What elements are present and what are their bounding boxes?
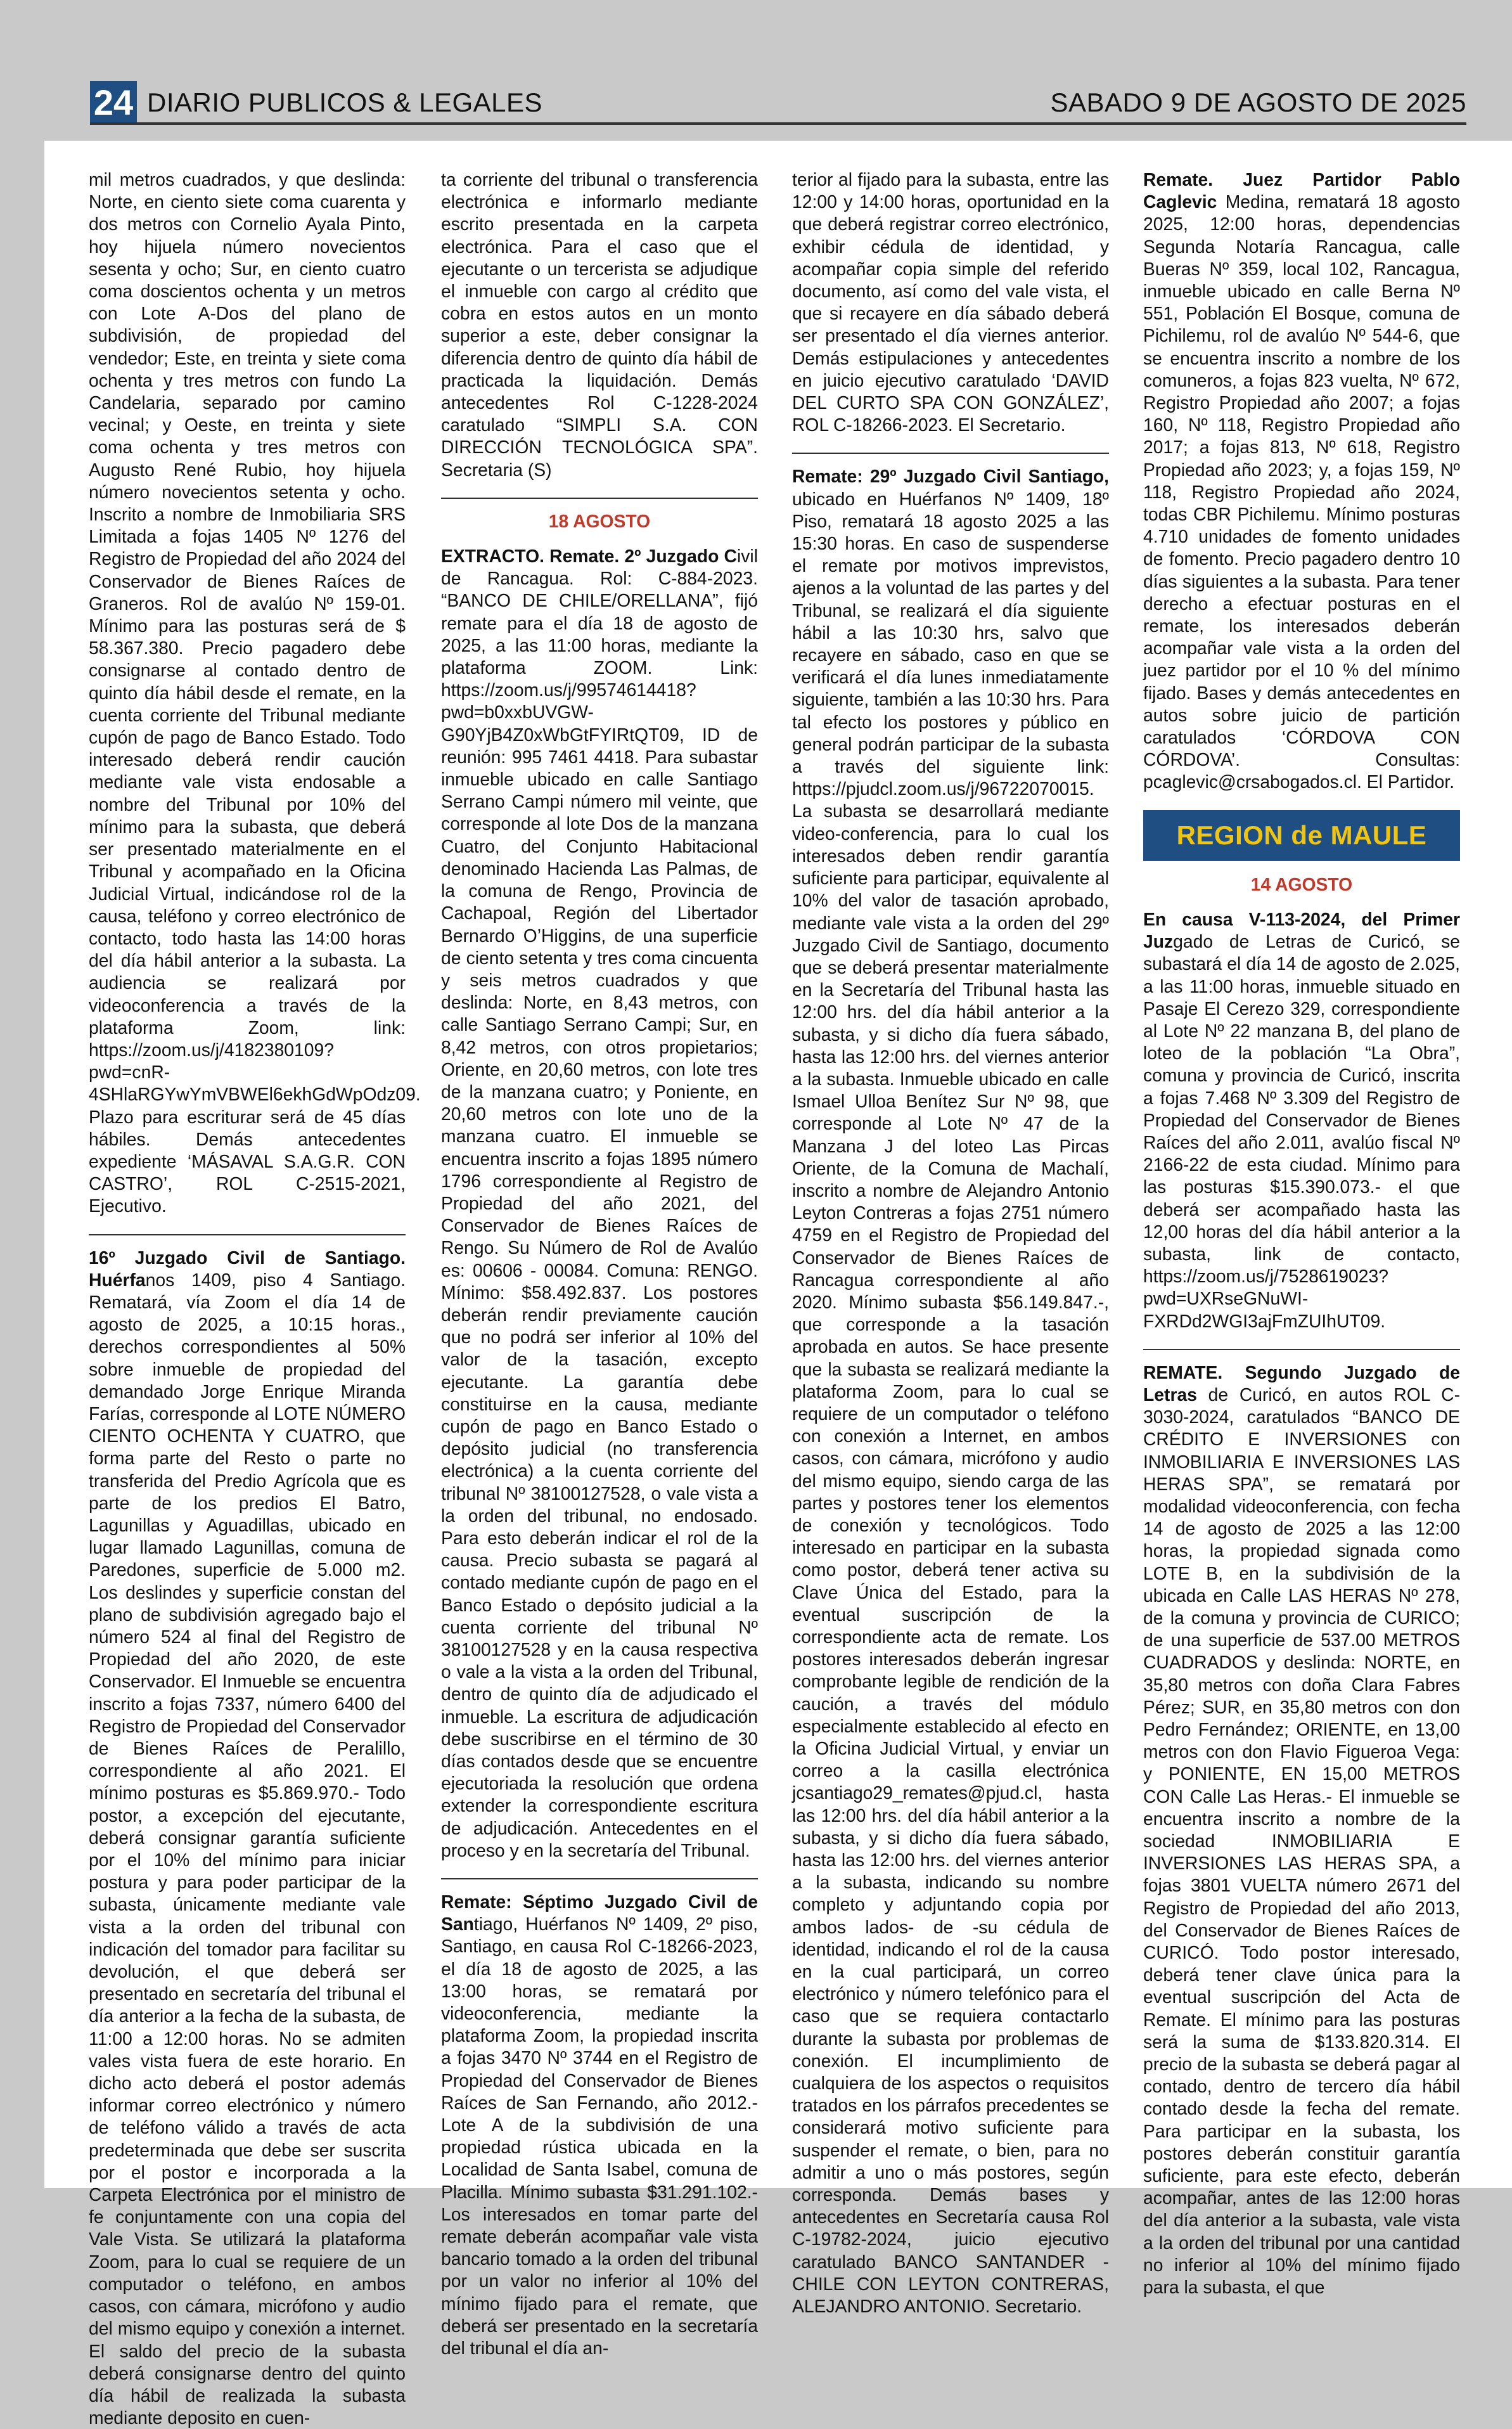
notice <box>441 545 758 1862</box>
notice-body: nos 1409, piso 4 Santiago. Rematará, vía Zoom el día 14 de agosto de 2025, a 10:15 horas., derechos correspondientes al 50% sobre inmueble de propiedad del demandado Jorge Enrique Miranda Farías, corresponde al LOTE NÚMERO CIENTO OCHENTA Y CUATRO, que forma parte del Resto o parte no transferida del Predio Agrícola que es parte de los predios El Batro, Lagunillas y Aguadillas, ubicado en lugar llamado Lagunillas, comuna de Paredones, superficie de 5.000 m2. Los deslindes y superficie constan del plano de subdivisión agregado bajo el número 524 al final del Registro de Propiedad del año 2020, de este Conservador. El Inmueble se encuentra inscrito a fojas 7337, número 6400 del Registro de Propiedad del Conservador de Bienes Raíces de Peralillo, correspondiente al año 2021. El mínimo posturas es $5.869.970.- Todo postor, a excepción del ejecutante, deberá consignar garantía suficiente por el 10% del mínimo para iniciar postura y para poder participar de la subasta, únicamente mediante vale vista a la orden del tribunal con indicación del tomador para facilitar su devolución, el que deberá ser presentado en secretaría del tribunal el día anterior a la fecha de la subasta, de 11:00 a 12:00 horas. No se admiten vales vista fuera de este horario. En dicho acto deberá el postor además informar correo electrónico y número de teléfono válido a través de acta predeterminada que debe ser suscrita por el postor e incorporada a la Carpeta Electrónica por el ministro de fe conjuntamente con una copia del Vale Vista. Se utilizará la plataforma Zoom, para lo cual se requiere de un computador o teléfono, en ambos casos, con cámara, micrófono y audio del mismo equipo y conexión a internet. El saldo del precio de la subasta deberá consignarse dentro del quinto día hábil de realizada la subasta mediante deposito en cuen- <box>89 1269 406 2428</box>
publication-date: SABADO 9 DE AGOSTO DE 2025 <box>1050 87 1466 117</box>
newspaper-page <box>44 141 1512 2428</box>
notice <box>1143 1362 1460 2299</box>
date-heading: 14 AGOSTO <box>1250 873 1353 894</box>
notice-body: ubicado en Huérfanos Nº 1409, 18º Piso, rematará 18 agosto 2025 a las 15:30 horas. En caso de suspenderse el remate por motivos imprevistos, ajenos a la voluntad de las partes y del Tribunal, se realizará el día siguiente hábil a las 10:30 hrs, salvo que recayere en sábado, caso en que se verificará el día lunes inmediatamente siguiente, también a las 10:30 hrs. Para tal efecto los postores y público en general podrán participar de la subasta a través del siguiente link: https://pjudcl.zoom.us/j/96722070015. La subasta se desarrollará mediante video-conferencia, para lo cual los interesados deben rendir garantía suficiente para participar, equivalente al 10% del valor de tasación aprobado, mediante vale vista a la orden del 29º Juzgado Civil de Santiago, documento que se deberá presentar materialmente en la Secretaría del Tribunal hasta las 12:00 hrs. del día hábil anterior a la subasta, y si dicho día fuera sábado, hasta las 12:00 hrs. del viernes anterior a la subasta. Inmueble ubicado en calle Ismael Ulloa Benítez Sur Nº 98, que corresponde al Lote Nº 47 de la Manzana J del loteo Las Pircas Oriente, de la Comuna de Machalí, inscrito a nombre de Alejandro Antonio Leyton Contreras a fojas 2751 número 4759 en el Registro de Propiedad del Conservador de Bienes Raíces de Rancagua correspondiente al año 2020. Mínimo subasta $56.149.847.-, que corresponde a la tasación aprobada en autos. Se hace presente que la subasta se realizará mediante la plataforma Zoom, para lo cual se requiere de un computador o teléfono con conexión a Internet, en ambos casos, con cámara, micrófono y audio del mismo equipo, siendo carga de las partes y postores tener los elementos de conexión y tecnológicos. Todo interesado en participar en la subasta como postor, deberá tener activa su Clave Única del Estado, para la eventual suscripción de la correspondiente acta de remate. Los postores interesados deberán ingresar comprobante legible de rendición de la caución, a través del módulo especialmente establecido al efecto en la Oficina Judicial Virtual, y enviar un correo a la casilla electrónica jcsantiago29_remates@pjud.cl, hasta las 12:00 hrs. del día hábil anterior a la subasta, y si dicho día fuera sábado, hasta las 12:00 hrs. del viernes anterior a la subasta, indicando su nombre completo y adjuntando copia por ambos lados- de -su cédula de identidad, indicando el rol de la causa en la cual participará, un correo electrónico y número telefónico para el caso que se requiera contactarlo durante la subasta por problemas de conexión. El incumplimiento de cualquiera de los aspectos o requisitos tratados en los párrafos precedentes se considerará motivo suficiente para suspender el remate, o bien, para no admitir a uno o más postores, según corresponda. Demás bases y antecedentes en Secretaría causa Rol C-19782-2024, juicio ejecutivo caratulado BANCO SANTANDER - CHILE CON LEYTON CONTRERAS, ALEJANDRO ANTONIO. Secretario. <box>792 488 1109 2317</box>
region-banner: REGION de MAULE <box>1143 810 1460 861</box>
notice-divider <box>89 1234 406 1235</box>
notice <box>441 1891 758 2359</box>
notice <box>792 465 1109 2317</box>
notice <box>1143 169 1460 794</box>
column-4 <box>1143 169 1460 2298</box>
column-3 <box>792 169 1109 2317</box>
notice-divider <box>792 453 1109 454</box>
notice-body: tiago, Huérfanos Nº 1409, 2º piso, Santiago, en causa Rol C-18266-2023, el día 18 de agosto de 2025, a las 13:00 horas, se rematará por videoconferencia, mediante la plataforma Zoom, la propiedad inscrita a fojas 3470 Nº 3744 en el Registro de Propiedad del Conservador de Bienes Raíces de San Fernando, año 2012.- Lote A de la subdivisión de una propiedad rústica ubicada en la Localidad de Santa Isabel, comuna de Placilla. Mínimo subasta $31.291.102.- Los interesados en tomar parte del remate deberán acompañar vale vista bancario tomado a la orden del tribunal por un valor no inferior al 10% del mínimo fijado para el remate, que deberá ser presentado en la secretaría del tribunal el día an- <box>441 1914 758 2359</box>
notice-heading: Remate: 29º Juzgado Civil Santiago, <box>792 466 1109 487</box>
section-divider <box>441 498 758 499</box>
notice-heading: Remate: Séptimo Juzgado Civil de San <box>441 1891 758 1935</box>
notice-continuation: mil metros cuadrados, y que deslinda: Norte, en ciento siete coma cuarenta y dos metros con Cornelio Ayala Pinto, hoy hijuela número novecientos sesenta y ocho; Sur, en ciento cuatro coma doscientos ochenta y un metros con Lote A-Dos del plano de subdivisión, de propiedad del vendedor; Este, en treinta y siete coma ochenta y tres metros con fundo La Candelaria, separado por camino vecinal; y Oeste, en treinta y siete coma ochenta y tres metros con Augusto René Rubio, hoy hijuela número novecientos setenta y ocho. Inscrito a nombre de Inmobiliaria SRS Limitada a fojas 1405 Nº 1276 del Registro de Propiedad del año 2024 del Conservador de Bienes Raíces de Graneros. Rol de avalúo Nº 159-01. Mínimo para las posturas será de $ 58.367.380. Precio pagadero debe consignarse al contado dentro de quinto día hábil desde el remate, en la cuenta corriente del Tribunal mediante cupón de pago de Banco Estado. Todo interesado deberá rendir caución mediante vale vista endosable a nombre del Tribunal por 10% del mínimo para la subasta, que deberá ser presentado materialmente en el Tribunal y acompañado en la Oficina Judicial Virtual, indicándose rol de la causa, teléfono y correo electrónico de contacto, todo hasta las 14:00 horas del día hábil anterior a la subasta. La audiencia se realizará por videoconferencia a través de la plataforma Zoom, link: https://zoom.us/j/4182380109?pwd=cnR-4SHlaRGYwYmVBWEl6ekhGdWpOdz09. Plazo para escriturar será de 45 días hábiles. Demás antecedentes expediente ‘MÁSAVAL S.A.G.R. CON CASTRO’, ROL C-2515-2021, Ejecutivo. <box>89 169 421 1216</box>
page-number: 24 <box>90 81 137 124</box>
notice-heading: EXTRACTO. Remate. 2º Juzgado C <box>441 546 737 567</box>
notice <box>89 1247 406 2429</box>
column-1 <box>89 169 421 2428</box>
notice-heading: En causa V-113-2024, del Primer Juz <box>1143 908 1460 952</box>
notice <box>1143 908 1460 1332</box>
notice-heading: REMATE. Segundo Juzgado de Letras <box>1143 1362 1460 1405</box>
date-heading: 18 AGOSTO <box>548 510 651 531</box>
notice-heading: Remate. Juez Partidor Pablo Caglevic <box>1143 169 1460 212</box>
header-rule <box>90 122 1466 125</box>
notice-body: gado de Letras de Curicó, se subastará el día 14 de agosto de 2.025, a las 11:00 horas, inmueble situado en Pasaje El Cerezo 329, correspondiente al Lote Nº 22 manzana B, del plano de loteo de la población “La Obra”, comuna y provincia de Curicó, inscrita a fojas 7.468 Nº 3.309 del Registro de Propiedad del Conservador de Bienes Raíces del año 2.011, avalúo fiscal Nº 2166-22 de esta ciudad. Mínimo para las posturas $15.390.073.- el que deberá ser acompañado hasta las 12,00 horas del día hábil anterior a la subasta, link de contacto, https://zoom.us/j/7528619023?pwd=UXRseGNuWI-FXRDd2WGI3ajFmZUIhUT09. <box>1143 931 1460 1331</box>
notice-divider <box>441 1878 758 1879</box>
notice-body: de Curicó, en autos ROL C-3030-2024, caratulados “BANCO DE CRÉDITO E INVERSIONES con INMOBILIARIA E INVERSIONES LAS HERAS SPA”, se rematará por modalidad videoconferencia, con fecha 14 de agosto de 2025 a las 12:00 horas, la propiedad signada como LOTE B, en la subdivisión de la ubicada en Calle LAS HERAS Nº 278, de la comuna y provincia de CURICO; de una superficie de 537.00 METROS CUADRADOS y deslinda: NORTE, en 35,80 metros con doña Clara Fabres Pérez; SUR, en 35,80 metros con don Pedro Fernández; ORIENTE, en 13,00 metros con don Flavio Figueroa Vega: y PONIENTE, EN 15,00 METROS CON Calle Las Heras.- El inmueble se encuentra inscrito a nombre de la sociedad INMOBILIARIA E INVERSIONES LAS HERAS SPA, a fojas 3801 VUELTA número 2671 del Registro de Propiedad del año 2013, del Conservador de Bienes Raíces de CURICÓ. Todo postor interesado, deberá tener clave única para la eventual suscripción del Acta de Remate. El mínimo para las posturas será la suma de $133.820.314. El precio de la subasta se deberá pagar al contado, dentro de tercero día hábil contado desde la fecha del remate. Para participar en la subasta, los postores deberán constituir garantía suficiente, para este efecto, deberán acompañar, antes de las 12:00 horas del día anterior a la subasta, vale vista a la orden del tribunal por una cantidad no inferior al 10% del mínimo fijado para la subasta, el que <box>1143 1384 1460 2298</box>
notice-body: ivil de Rancagua. Rol: C-884-2023. “BANCO DE CHILE/ORELLANA”, fijó remate para el día 18 de agosto de 2025, a las 11:00 horas, mediante la plataforma ZOOM. Link: https://zoom.us/j/99574614418?pwd=b0xxbUVGW-G90YjB4Z0xWbGtFYIRtQT09, ID de reunión: 995 7461 4418. Para subastar inmueble ubicado en calle Santiago Serrano Campi número mil veinte, que corresponde al lote Dos de la manzana Cuatro, del Conjunto Habitacional denominado Hacienda Las Palmas, de la comuna de Rengo, Provincia de Cachapoal, Región del Libertador Bernardo O’Higgins, de una superficie de ciento setenta y tres coma cincuenta y seis metros cuadrados y que deslinda: Norte, en 8,43 metros, con calle Santiago Serrano Campi; Sur, en 8,42 metros, con otros propietarios; Oriente, en 20,60 metros, con lote tres de la manzana cuatro; y Poniente, en 20,60 metros con lote uno de la manzana cuatro. El inmueble se encuentra inscrito a fojas 1895 número 1796 correspondiente al Registro de Propiedad del año 2021, del Conservador de Bienes Raíces de Rengo. Su Número de Rol de Avalúo es: 00606 - 00084. Comuna: RENGO. Mínimo: $58.492.837. Los postores deberán rendir previamente caución que no podrá ser inferior al 10% del valor de la tasación, excepto ejecutante. La garantía debe constituirse en la causa, mediante cupón de pago en Banco Estado o depósito judicial (no transferencia electrónica) a la cuenta corriente del tribunal Nº 38100127528, o vale vista a la orden del tribunal, no endosado. Para esto deberán indicar el rol de la causa. Precio subasta se pagará al contado mediante cupón de pago en el Banco Estado o depósito judicial a la cuenta corriente del tribunal Nº 38100127528 y en la causa respectiva o vale a la vista a la orden del Tribunal, dentro de quinto día de adjudicado el inmueble. La escritura de adjudicación debe suscribirse en el término de 30 días contados desde que se encuentre ejecutoriada la resolución que ordena extender la correspondiente escritura de adjudicación. Antecedentes en el proceso y en la secretaría del Tribunal. <box>441 546 758 1860</box>
page-header <box>0 0 1512 130</box>
notice-divider <box>1143 1349 1460 1350</box>
column-2 <box>441 169 758 2359</box>
notice-continuation: terior al fijado para la subasta, entre las 12:00 y 14:00 horas, oportunidad en la que deberá registrar correo electrónico, exhibir cédula de identidad, y acompañar copia simple del referido documento, así como del vale vista, el que si recayere en día sábado deberá ser presentado el día viernes anterior. Demás estipulaciones y antecedentes en juicio ejecutivo caratulado ‘DAVID DEL CURTO SPA CON GONZÁLEZ’, ROL C-18266-2023. El Secretario. <box>792 169 1109 435</box>
notice-heading: 16º Juzgado Civil de Santiago. Huérfa <box>89 1247 406 1290</box>
notice-body: Medina, rematará 18 agosto 2025, 12:00 horas, dependencias Segunda Notaría Rancagua, calle Bueras Nº 359, local 102, Rancagua, inmueble ubicado en calle Berna Nº 551, Población El Bosque, comuna de Pichilemu, rol de avalúo Nº 544-6, que se encuentra inscrito a nombre de los comuneros, a fojas 823 vuelta, Nº 672, Registro Propiedad año 2007; a fojas 160, Nº 118, Registro Propiedad año 2017; a fojas 813, Nº 618, Registro Propiedad año 2023; y, a fojas 159, Nº 118, Registro Propiedad año 2024, todas CBR Pichilemu. Mínimo posturas 4.710 unidades de fomento unidades de fomento. Precio pagadero dentro 10 días siguientes a la subasta. Para tener derecho a efectuar posturas en el remate, los interesados deberán acompañar vale vista a la orden del juez partidor por el 10 % del mínimo fijado. Bases y demás antecedentes en autos sobre juicio de partición caratulados ‘CÓRDOVA CON CÓRDOVA’. Consultas: pcaglevic@crsabogados.cl. El Partidor. <box>1143 191 1460 792</box>
notice-continuation: ta corriente del tribunal o transferencia electrónica e informarlo mediante escrito presentada en la carpeta electrónica. Para el caso que el ejecutante o un tercerista se adjudique el inmueble con cargo al crédito que cobra en estos autos en un monto superior a este, deber consignar la diferencia dentro de quinto día hábil de practicada la liquidación. Demás antecedentes Rol C-1228-2024 caratulado “SIMPLI S.A. CON DIRECCIÓN TECNOLÓGICA SPA”. Secretaria (S) <box>441 169 758 480</box>
publication-name: DIARIO PUBLICOS & LEGALES <box>147 87 543 117</box>
